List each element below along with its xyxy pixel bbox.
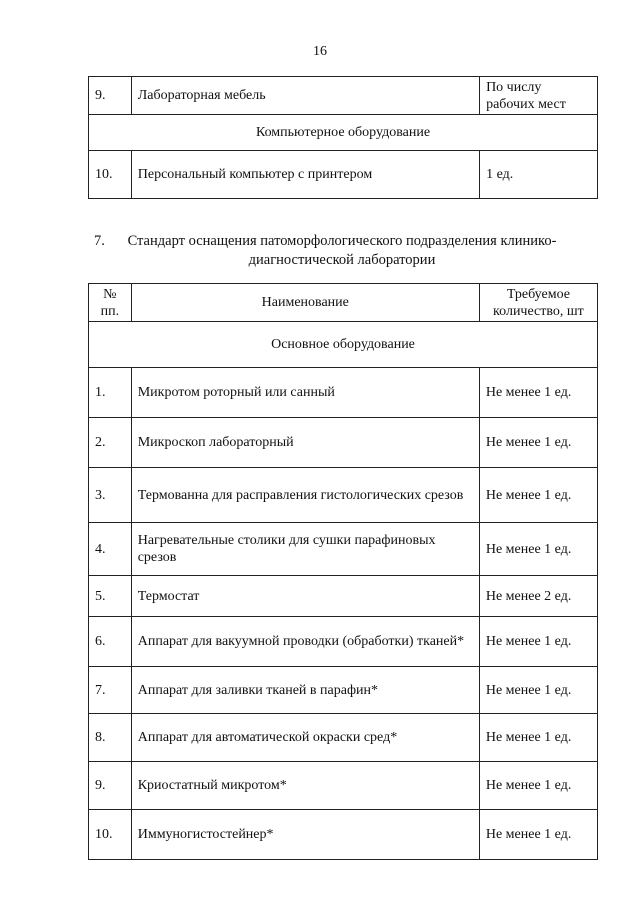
table-row: [89, 762, 598, 810]
table-header-row: [89, 284, 598, 322]
row-number: 2.: [89, 418, 132, 468]
row-number: 10.: [89, 151, 132, 199]
section-heading-text: Стандарт оснащения патоморфологического подразделения клинико-диагностической лаборатории: [127, 233, 557, 268]
page-number: 16: [313, 44, 327, 59]
section-title: Основное оборудование: [89, 322, 598, 368]
section-heading-number: 7.: [94, 233, 105, 249]
section-row: [89, 322, 598, 368]
row-number: 5.: [89, 576, 132, 617]
header-number: № пп.: [89, 284, 132, 322]
row-quantity: 1 ед.: [480, 151, 598, 199]
table-row: [89, 810, 598, 860]
header-name: Наименование: [131, 284, 479, 322]
row-quantity: Не менее 1 ед.: [479, 368, 597, 418]
row-quantity: Не менее 1 ед.: [479, 762, 597, 810]
section-row: [89, 115, 598, 151]
row-name: Термованна для расправления гистологических срезов: [131, 468, 479, 523]
row-name: Микротом роторный или санный: [131, 368, 479, 418]
row-number: 7.: [89, 667, 132, 714]
row-name: Аппарат для заливки тканей в парафин*: [131, 667, 479, 714]
section-heading: [92, 232, 592, 270]
row-name: Аппарат для автоматической окраски сред*: [131, 714, 479, 762]
header-quantity: Требуемое количество, шт: [479, 284, 597, 322]
table-row: [89, 617, 598, 667]
row-name: Персональный компьютер с принтером: [131, 151, 479, 199]
row-name: Термостат: [131, 576, 479, 617]
row-number: 4.: [89, 523, 132, 576]
row-number: 9.: [89, 77, 132, 115]
table-row: [89, 468, 598, 523]
row-name: Иммуногистостейнер*: [131, 810, 479, 860]
row-quantity: По числу рабочих мест: [480, 77, 598, 115]
row-number: 8.: [89, 714, 132, 762]
table-row: [89, 576, 598, 617]
table-row: [89, 714, 598, 762]
table-row: [89, 368, 598, 418]
row-quantity: Не менее 1 ед.: [479, 523, 597, 576]
row-quantity: Не менее 1 ед.: [479, 617, 597, 667]
row-quantity: Не менее 1 ед.: [479, 714, 597, 762]
table-row: [89, 77, 598, 115]
row-name: Криостатный микротом*: [131, 762, 479, 810]
row-number: 3.: [89, 468, 132, 523]
row-quantity: Не менее 1 ед.: [479, 810, 597, 860]
table-row: [89, 418, 598, 468]
row-quantity: Не менее 2 ед.: [479, 576, 597, 617]
table-row: [89, 667, 598, 714]
row-name: Нагревательные столики для сушки парафиновых срезов: [131, 523, 479, 576]
row-quantity: Не менее 1 ед.: [479, 667, 597, 714]
row-name: Аппарат для вакуумной проводки (обработки) тканей*: [131, 617, 479, 667]
table-row: [89, 151, 598, 199]
equipment-table: [88, 283, 598, 860]
row-name: Лабораторная мебель: [131, 77, 479, 115]
row-quantity: Не менее 1 ед.: [479, 468, 597, 523]
row-number: 10.: [89, 810, 132, 860]
row-name: Микроскоп лабораторный: [131, 418, 479, 468]
section-title: Компьютерное оборудование: [89, 115, 598, 151]
row-number: 6.: [89, 617, 132, 667]
row-quantity: Не менее 1 ед.: [479, 418, 597, 468]
table-row: [89, 523, 598, 576]
row-number: 1.: [89, 368, 132, 418]
row-number: 9.: [89, 762, 132, 810]
equipment-table-continued: [88, 76, 598, 199]
